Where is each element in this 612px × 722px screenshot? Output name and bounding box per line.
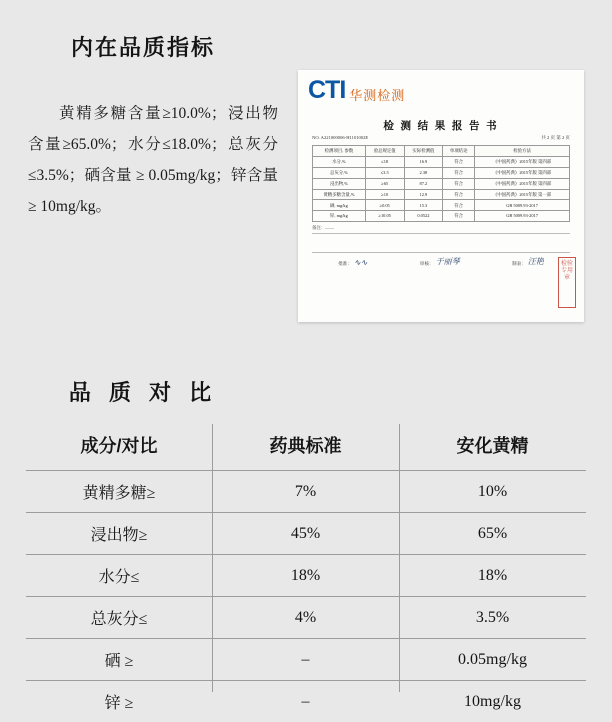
report-col-2: 实际检测值 [404, 146, 443, 157]
signature-approve [338, 256, 367, 267]
comparison-cell-component: 黄精多糖≥ [26, 471, 212, 513]
report-result-table [312, 145, 570, 222]
comparison-header-anhua: 安化黄精 [399, 424, 586, 471]
comparison-cell-standard: – [212, 681, 399, 722]
comparison-cell-component: 锌 ≥ [26, 681, 212, 722]
report-col-3: 单项结论 [443, 146, 475, 157]
comparison-cell-anhua: 3.5% [399, 597, 586, 639]
table-row [26, 555, 586, 597]
table-row [26, 597, 586, 639]
quality-indicators-paragraph: 黄精多糖含量≥10.0%；浸出物含量≥65.0%；水分≤18.0%；总灰分≤3.5%；硒含量 ≥ 0.05mg/kg；锌含量 ≥ 10mg/kg。 [28, 98, 278, 222]
section-heading-quality-indicators [26, 26, 258, 66]
table-row [26, 639, 586, 681]
report-cell: 符合 [443, 211, 475, 222]
report-pagination: 共 2 页 第 2 页 [541, 135, 570, 141]
report-note: 备注：—— [312, 225, 570, 234]
report-cell: 硒, mg/kg [313, 200, 366, 211]
signature-review [420, 256, 460, 267]
section-title-text: 内在品质指标 [26, 26, 260, 66]
report-number: NO. A221000006-H1101002E [312, 135, 368, 141]
report-cell: GB 5009.93-2017 [475, 200, 570, 211]
test-report-image [298, 70, 584, 322]
report-cell: ≤18 [365, 156, 404, 167]
report-signature-row [312, 252, 570, 267]
report-cell: 87.2 [404, 178, 443, 189]
table-row [313, 167, 570, 178]
report-cell: 符合 [443, 156, 475, 167]
report-cell: GB 5009.93-2017 [475, 211, 570, 222]
report-subline [298, 133, 584, 141]
comparison-cell-component: 浸出物≥ [26, 513, 212, 555]
signature-review-value: 于丽琴 [436, 256, 460, 267]
report-cell: 15.3 [404, 200, 443, 211]
signature-prepare-value: 汪艳 [528, 256, 544, 267]
report-cell: ≥10 [365, 189, 404, 200]
report-cell: 《中国药典》2015年版 第四部 [475, 167, 570, 178]
report-cell: 总灰分,% [313, 167, 366, 178]
table-row [313, 178, 570, 189]
report-cell: 符合 [443, 200, 475, 211]
report-col-4: 检验方法 [475, 146, 570, 157]
comparison-cell-anhua: 10% [399, 471, 586, 513]
table-row [313, 189, 570, 200]
report-title: 检 测 结 果 报 告 书 [298, 118, 584, 133]
report-cell: 黄精多糖含量,% [313, 189, 366, 200]
report-cell: 浸出物,% [313, 178, 366, 189]
signature-prepare-label: 制表： [512, 261, 526, 267]
table-row [26, 471, 586, 513]
report-cell: 0.0522 [404, 211, 443, 222]
report-cell: 《中国药典》2015年版 第一部 [475, 189, 570, 200]
official-stamp-icon: 检验专用章 [558, 257, 576, 308]
report-cell: ≤3.5 [365, 167, 404, 178]
report-table-header-row [313, 146, 570, 157]
comparison-cell-standard: 18% [212, 555, 399, 597]
report-cell: 水分,% [313, 156, 366, 167]
signature-review-label: 审核： [420, 261, 434, 267]
section-title-text: 品 质 对 比 [26, 371, 260, 411]
comparison-header-component: 成分/对比 [26, 424, 212, 471]
comparison-cell-component: 硒 ≥ [26, 639, 212, 681]
report-cell: 符合 [443, 178, 475, 189]
report-cell: 《中国药典》2015年版 第四部 [475, 156, 570, 167]
cti-logo-label: 华测检测 [349, 85, 405, 104]
report-col-0: 检测项目, 参数 [313, 146, 366, 157]
report-cell: 2.38 [404, 167, 443, 178]
report-cell: 锌, mg/kg [313, 211, 366, 222]
comparison-cell-standard: 45% [212, 513, 399, 555]
cti-logo-icon: CTI [308, 78, 345, 103]
comparison-header-pharmacopoeia: 药典标准 [212, 424, 399, 471]
report-cell: 符合 [443, 167, 475, 178]
comparison-cell-standard: 7% [212, 471, 399, 513]
table-row [26, 513, 586, 555]
section-heading-quality-comparison [26, 371, 258, 411]
comparison-cell-anhua: 0.05mg/kg [399, 639, 586, 681]
comparison-cell-anhua: 65% [399, 513, 586, 555]
comparison-cell-standard: – [212, 639, 399, 681]
signature-prepare [512, 256, 544, 267]
report-cell: 符合 [443, 189, 475, 200]
comparison-cell-standard: 4% [212, 597, 399, 639]
comparison-cell-component: 水分≤ [26, 555, 212, 597]
table-row [313, 156, 570, 167]
comparison-header-row [26, 424, 586, 471]
quality-comparison-table [26, 424, 586, 722]
report-cell: 《中国药典》2015年版 第四部 [475, 178, 570, 189]
report-cell: ≥10.05 [365, 211, 404, 222]
table-row [313, 200, 570, 211]
comparison-cell-anhua: 18% [399, 555, 586, 597]
report-cell: ≥65 [365, 178, 404, 189]
report-cell: ≥0.05 [365, 200, 404, 211]
signature-approve-mark: ∿∿ [354, 258, 367, 267]
report-header [298, 70, 584, 104]
report-col-1: 验总规定值 [365, 146, 404, 157]
report-cell: 12.9 [404, 189, 443, 200]
comparison-cell-component: 总灰分≤ [26, 597, 212, 639]
signature-approve-label: 批准： [338, 261, 352, 267]
comparison-cell-anhua: 10mg/kg [399, 681, 586, 722]
report-cell: 16.9 [404, 156, 443, 167]
table-row [26, 681, 586, 722]
table-row [313, 211, 570, 222]
